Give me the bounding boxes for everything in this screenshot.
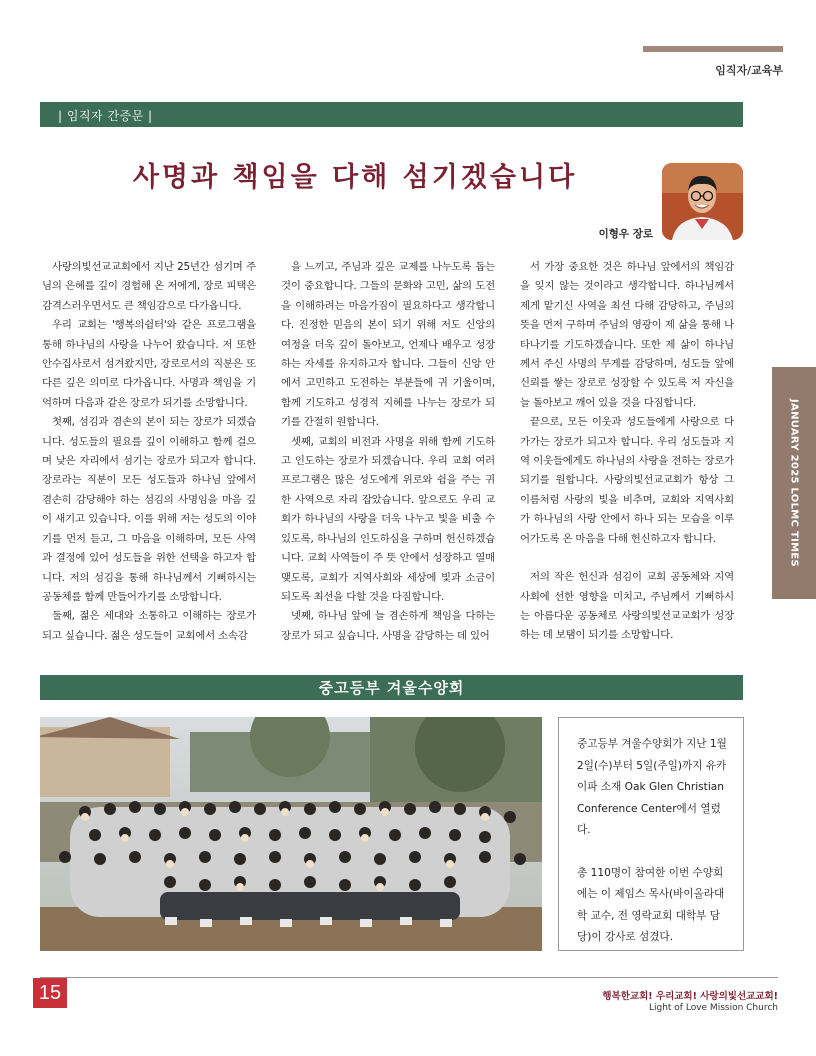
author-name: 이형우 장로	[598, 228, 653, 240]
paragraph: 을 느끼고, 주님과 깊은 교제를 나누도록 돕는 것이 중요합니다. 그들의 문화와 고민, 삶의 도전을 이해하려는 마음가짐이 필요하다고 생각합니다. 진정한 믿음의 본이 되기 위해 저도 신앙의 여정을 더욱 깊이 돌아보고, 언제나 배우고 성장하는 자세를 유지하고자 합니다. 그들이 신앙 안에서 고민하고 도전하는 부분들에 귀 기울이며, 함께 기도하고 성경적 지혜를 나누는 장로가 되기를 간절히 원합니다.	[281, 261, 495, 429]
footer-slogan: 행복한교회! 우리교회! 사랑의빛선교교회!	[602, 991, 778, 1002]
issue-side-text: JANUARY 2025 LOLMC TIMES	[788, 399, 800, 567]
author-photo	[662, 163, 743, 240]
paragraph: 우리 교회는 '행복의쉼터'와 같은 프로그램을 통해 하나님의 사랑을 나누어 왔습니다. 저 또한 안수집사로서 섬겨왔지만, 장로로서의 직분은 또 다른 깊은 의미로 다가옵니다. 사명과 책임을 기억하며 다음과 같은 장로가 되기를 소망합니다.	[42, 319, 256, 409]
paragraph: 사랑의빛선교교회에서 지난 25년간 섬기며 주님의 은혜를 깊이 경험해 온 저에게, 장로 피택은 감격스러우면서도 큰 책임감으로 다가옵니다.	[42, 261, 256, 312]
section-label: 임직자/교육부	[715, 64, 783, 77]
retreat-title-bar: 중고등부 겨울수양회	[40, 675, 743, 700]
article-column-3	[520, 258, 734, 646]
retreat-paragraph: 총 110명이 참여한 이번 수양회에는 이 제임스 목사(바이올라대학 교수, 전 영락교회 대학부 담당)이 강사로 섬겼다.	[577, 866, 725, 943]
paragraph: 끝으로, 모든 이웃과 성도들에게 사랑으로 다가가는 장로가 되고자 합니다. 우리 성도들과 지역 이웃들에게도 하나님의 사랑을 전하는 장로가 되기를 원합니다. 사랑의빛선교교회가 항상 그 이름처럼 사랑의 빛을 비추며, 교회와 지역사회가 하나님의 사랑 안에서 하나 되는 모습을 이루어가도록 온 마음을 다해 헌신하고자 합니다.	[520, 416, 734, 545]
article-column-1	[42, 258, 256, 646]
paragraph: 저의 작은 헌신과 섬김이 교회 공동체와 지역사회에 선한 영향을 미치고, 주님께서 기뻐하시는 아름다운 공동체로 사랑의빛선교교회가 성장하는 데 보탬이 되기를 소망합니다.	[520, 571, 734, 642]
issue-side-tab	[772, 367, 816, 599]
paragraph: 첫째, 섬김과 겸손의 본이 되는 장로가 되겠습니다. 성도들의 필요를 깊이 이해하고 함께 걸으며 낮은 자리에서 섬기는 장로가 되고자 합니다. 장로라는 직분이 모든 성도들과 하나님 앞에서 겸손히 감당해야 하는 섬김의 사명임을 마음 깊이 새기고 있습니다. 이를 위해 저는 성도의 이야기를 먼저 듣고, 그 마음을 이해하며, 모든 사역과 결정에 있어 성도들을 위한 선택을 하고자 합니다. 저의 섬김을 통해 하나님께서 기뻐하시는 공동체를 함께 만들어가기를 소망합니다.	[42, 416, 256, 603]
footer-rule	[40, 977, 778, 978]
paragraph-gap	[577, 842, 731, 863]
category-bar: | 임직자 간증문 |	[40, 102, 743, 127]
article-headline: 사명과 책임을 다해 섬기겠습니다	[132, 162, 578, 193]
paragraph: 둘째, 젊은 세대와 소통하고 이해하는 장로가 되고 싶습니다. 젊은 성도들이 교회에서 소속감	[42, 610, 256, 642]
paragraph: 셋째, 교회의 비전과 사명을 위해 함께 기도하고 인도하는 장로가 되겠습니다. 우리 교회 여러 프로그램은 많은 성도에게 위로와 쉼을 주는 귀한 사역으로 자리 잡았습니다. 앞으로도 우리 교회가 하나님의 사랑을 더욱 나누고 빛을 비출 수 있도록, 하나님의 인도하심을 구하며 헌신하겠습니다. 교회 사역들이 주 뜻 안에서 성장하고 열매 맺도록, 교회가 지역사회와 세상에 빛과 소금이 되도록 최선을 다할 것을 다짐합니다.	[281, 435, 495, 603]
top-accent-rule	[643, 46, 783, 52]
retreat-group-photo	[40, 717, 542, 951]
footer-church-name: Light of Love Mission Church	[648, 1003, 778, 1013]
article-column-2	[281, 258, 495, 646]
paragraph: 서 가장 중요한 것은 하나님 앞에서의 책임감을 잊지 않는 것이라고 생각합니다. 하나님께서 제게 맡기신 사역을 최선 다해 감당하고, 주님의 뜻을 먼저 구하며 주님의 영광이 제 삶을 통해 나타나기를 기도하겠습니다. 또한 제 삶이 하나님께서 주신 사명의 무게를 감당하며, 성도들 앞에 신뢰를 쌓는 장로로 성장할 수 있도록 저 자신을 늘 돌아보고 깨어 있을 것을 다짐합니다.	[520, 261, 734, 409]
paragraph: 넷째, 하나님 앞에 늘 겸손하게 책임을 다하는 장로가 되고 싶습니다. 사명을 감당하는 데 있어	[281, 610, 495, 642]
paragraph-gap	[520, 549, 734, 568]
retreat-paragraph: 중고등부 겨울수양회가 지난 1월 2일(수)부터 5일(주일)까지 유카이파 소재 Oak Glen Christian Conference Center에서 열렸다.	[577, 738, 727, 836]
page-number: 15	[33, 978, 67, 1008]
retreat-info-box	[558, 717, 744, 951]
